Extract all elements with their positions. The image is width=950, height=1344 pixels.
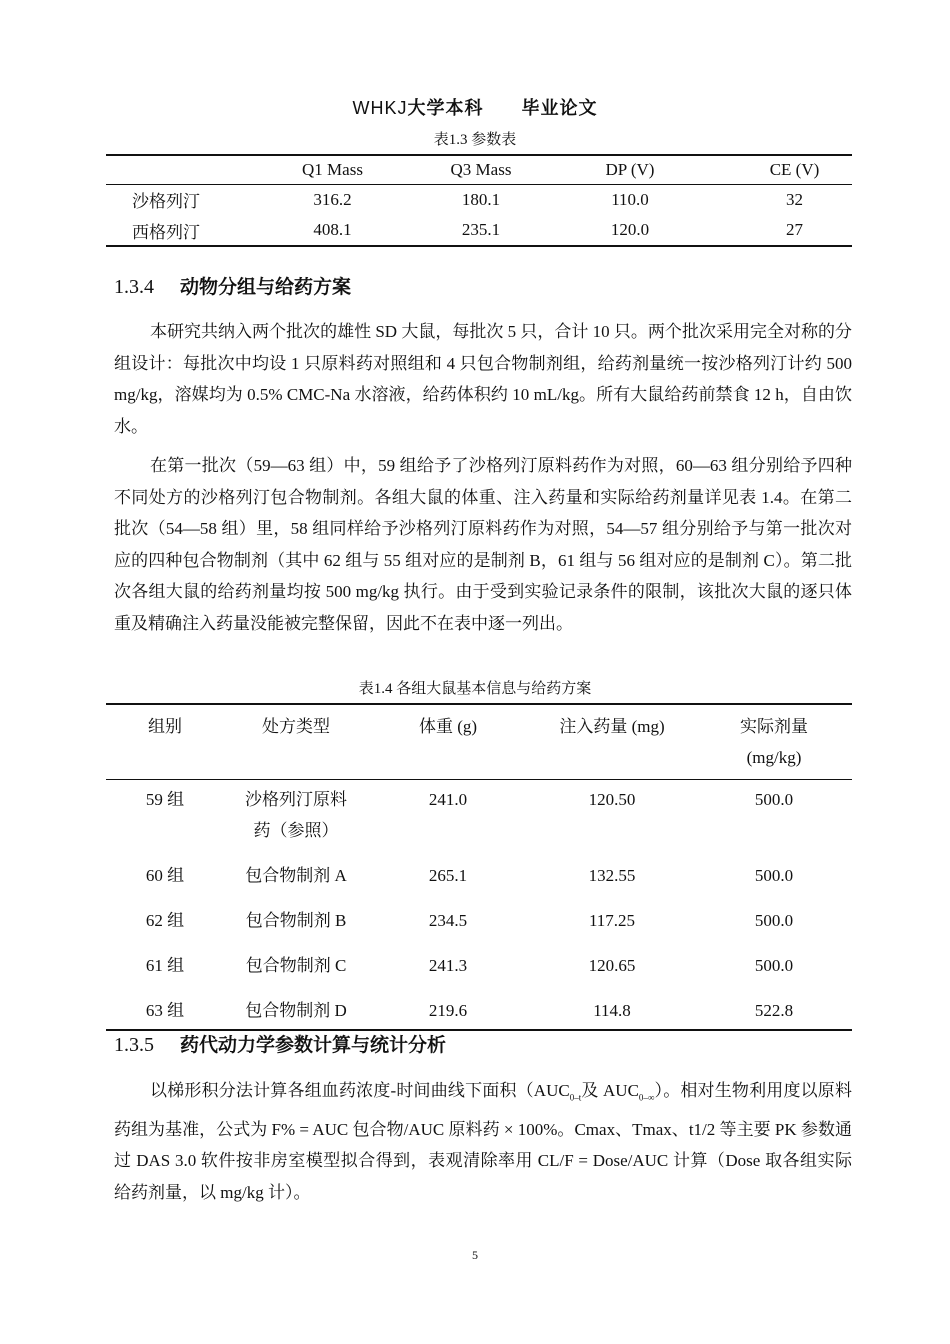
table-row	[106, 780, 852, 857]
table-cell: 110.0	[611, 189, 649, 209]
table-cell: 500.0	[754, 911, 794, 930]
column-header: CE (V)	[737, 155, 852, 184]
table-cell: 120.0	[610, 220, 650, 239]
table-cell: 包合物制剂 B	[245, 911, 347, 930]
column-header	[106, 155, 226, 184]
table-cell: 500.0	[754, 956, 794, 975]
table-cell: 316.2	[313, 189, 352, 209]
column-header: 处方类型	[224, 704, 368, 780]
table-cell: 61 组	[145, 956, 185, 975]
table-cell: 265.1	[428, 866, 468, 885]
table-cell: 62 组	[145, 911, 185, 930]
paragraph: 在第一批次（59—63 组）中，59 组给予了沙格列汀原料药作为对照，60—63 组分别给予四种不同处方的沙格列汀包合物制剂。各组大鼠的体重、注入药量和实际给药剂量详见表 1.4。在第二批次（54—58 组）里，58 组同样给予沙格列汀原料药作为对照，54—57 组分别给予与第一批次对应的四种包合物制剂（其中 62 组与 55 组对应的是制剂 B，61 组与 56 组对应的是制剂 C）。第二批次各组大鼠的给药剂量均按 500 mg/kg 执行。由于受到实验记录条件的限制，该批次大鼠的逐只体重及精确注入药量没能被完整保留，因此不在表中逐一列出。	[114, 456, 852, 633]
column-header: Q1 Mass	[226, 155, 439, 184]
table-cell: 包合物制剂 D	[245, 1001, 347, 1020]
table-cell: 241.3	[428, 956, 468, 975]
table-cell: 219.6	[428, 1001, 468, 1020]
table-cell: 234.5	[428, 911, 468, 930]
column-header-line: (mg/kg)	[746, 748, 802, 767]
table-cell: 241.0	[428, 790, 468, 809]
parameter-table	[106, 154, 852, 247]
subscript: 0–t	[569, 1092, 582, 1103]
table-cell: 59 组	[145, 790, 185, 809]
table-cell: 235.1	[461, 220, 501, 239]
header-type: 毕业论文	[521, 98, 598, 119]
table-cell	[224, 780, 368, 857]
section-number: 1.3.4	[114, 276, 154, 298]
section-title: 药代动力学参数计算与统计分析	[180, 1034, 447, 1056]
table-cell: 120.65	[588, 956, 636, 975]
paragraph-text: 及 AUC	[581, 1081, 639, 1100]
table-cell: 西格列汀	[132, 222, 200, 242]
table-cell: 60 组	[145, 866, 185, 885]
table-cell: 522.8	[754, 1001, 794, 1020]
table-row	[106, 184, 852, 215]
table-cell: 180.1	[461, 189, 501, 209]
column-header: 体重 (g)	[368, 704, 528, 780]
paragraph	[114, 1075, 852, 1208]
column-header	[696, 704, 852, 780]
table-cell-line: 药（参照）	[253, 821, 339, 840]
section-number: 1.3.5	[114, 1034, 154, 1056]
section-title: 动物分组与给药方案	[180, 276, 352, 298]
paragraph: 本研究共纳入两个批次的雄性 SD 大鼠，每批次 5 只，合计 10 只。两个批次采用完全对称的分组设计：每批次中均设 1 只原料药对照组和 4 只包合物制剂组，给药剂量统一按沙格列汀计约 500 mg/kg，溶媒均为 0.5% CMC-Na 水溶液，给药体积约 10 mL/kg。所有大鼠给药前禁食 12 h，自由饮水。	[114, 322, 852, 436]
paragraph-text: 以梯形积分法计算各组血药浓度-时间曲线下面积（AUC	[150, 1081, 570, 1100]
header-code: WHKJ	[352, 98, 408, 118]
table-cell: 包合物制剂 A	[245, 866, 347, 885]
table-cell: 沙格列汀	[132, 192, 200, 212]
table-row	[106, 991, 852, 1030]
table-cell: 132.55	[588, 866, 636, 885]
section-heading	[114, 1030, 446, 1057]
table-caption: 表1.4 各组大鼠基本信息与给药方案	[358, 681, 592, 697]
table-cell: 包合物制剂 C	[245, 956, 347, 975]
column-header: DP (V)	[523, 155, 737, 184]
table-row	[106, 215, 852, 246]
paragraph-text: ）。相对生物利用度以原料药组为基准，公式为 F% = AUC 包合物/AUC 原料药 × 100%。Cmax、Tmax、t1/2 等主要 PK 参数通过 DAS 3.0 软件按非房室模型拟合得到，表观清除率用 CL/F = Dose/AUC 计算（Dose 取各组实际给药剂量，以 mg/kg 计）。	[114, 1081, 852, 1202]
table-cell: 27	[786, 220, 803, 239]
table-cell: 500.0	[754, 866, 794, 885]
table-row	[106, 856, 852, 901]
table-cell: 500.0	[754, 790, 794, 809]
column-header-line: 实际剂量	[740, 717, 808, 736]
table-cell-line: 沙格列汀原料	[245, 790, 347, 809]
page-header	[0, 94, 950, 120]
column-header: 组别	[106, 704, 224, 780]
column-header: 注入药量 (mg)	[528, 704, 696, 780]
table-cell: 117.25	[588, 911, 636, 930]
table-cell: 120.50	[588, 790, 636, 809]
dosing-table	[106, 703, 852, 1031]
table-caption: 表1.3 参数表	[433, 132, 517, 148]
table-cell: 408.1	[313, 220, 352, 239]
table-row	[106, 946, 852, 991]
table-row	[106, 901, 852, 946]
page-number: 5	[472, 1248, 478, 1262]
section-heading	[114, 272, 351, 299]
table-cell: 63 组	[145, 1001, 185, 1020]
table-cell: 114.8	[593, 1001, 631, 1020]
table-cell: 32	[786, 189, 803, 209]
header-degree: 大学本科	[407, 98, 484, 119]
column-header: Q3 Mass	[439, 155, 523, 184]
subscript: 0–∞	[638, 1092, 655, 1103]
